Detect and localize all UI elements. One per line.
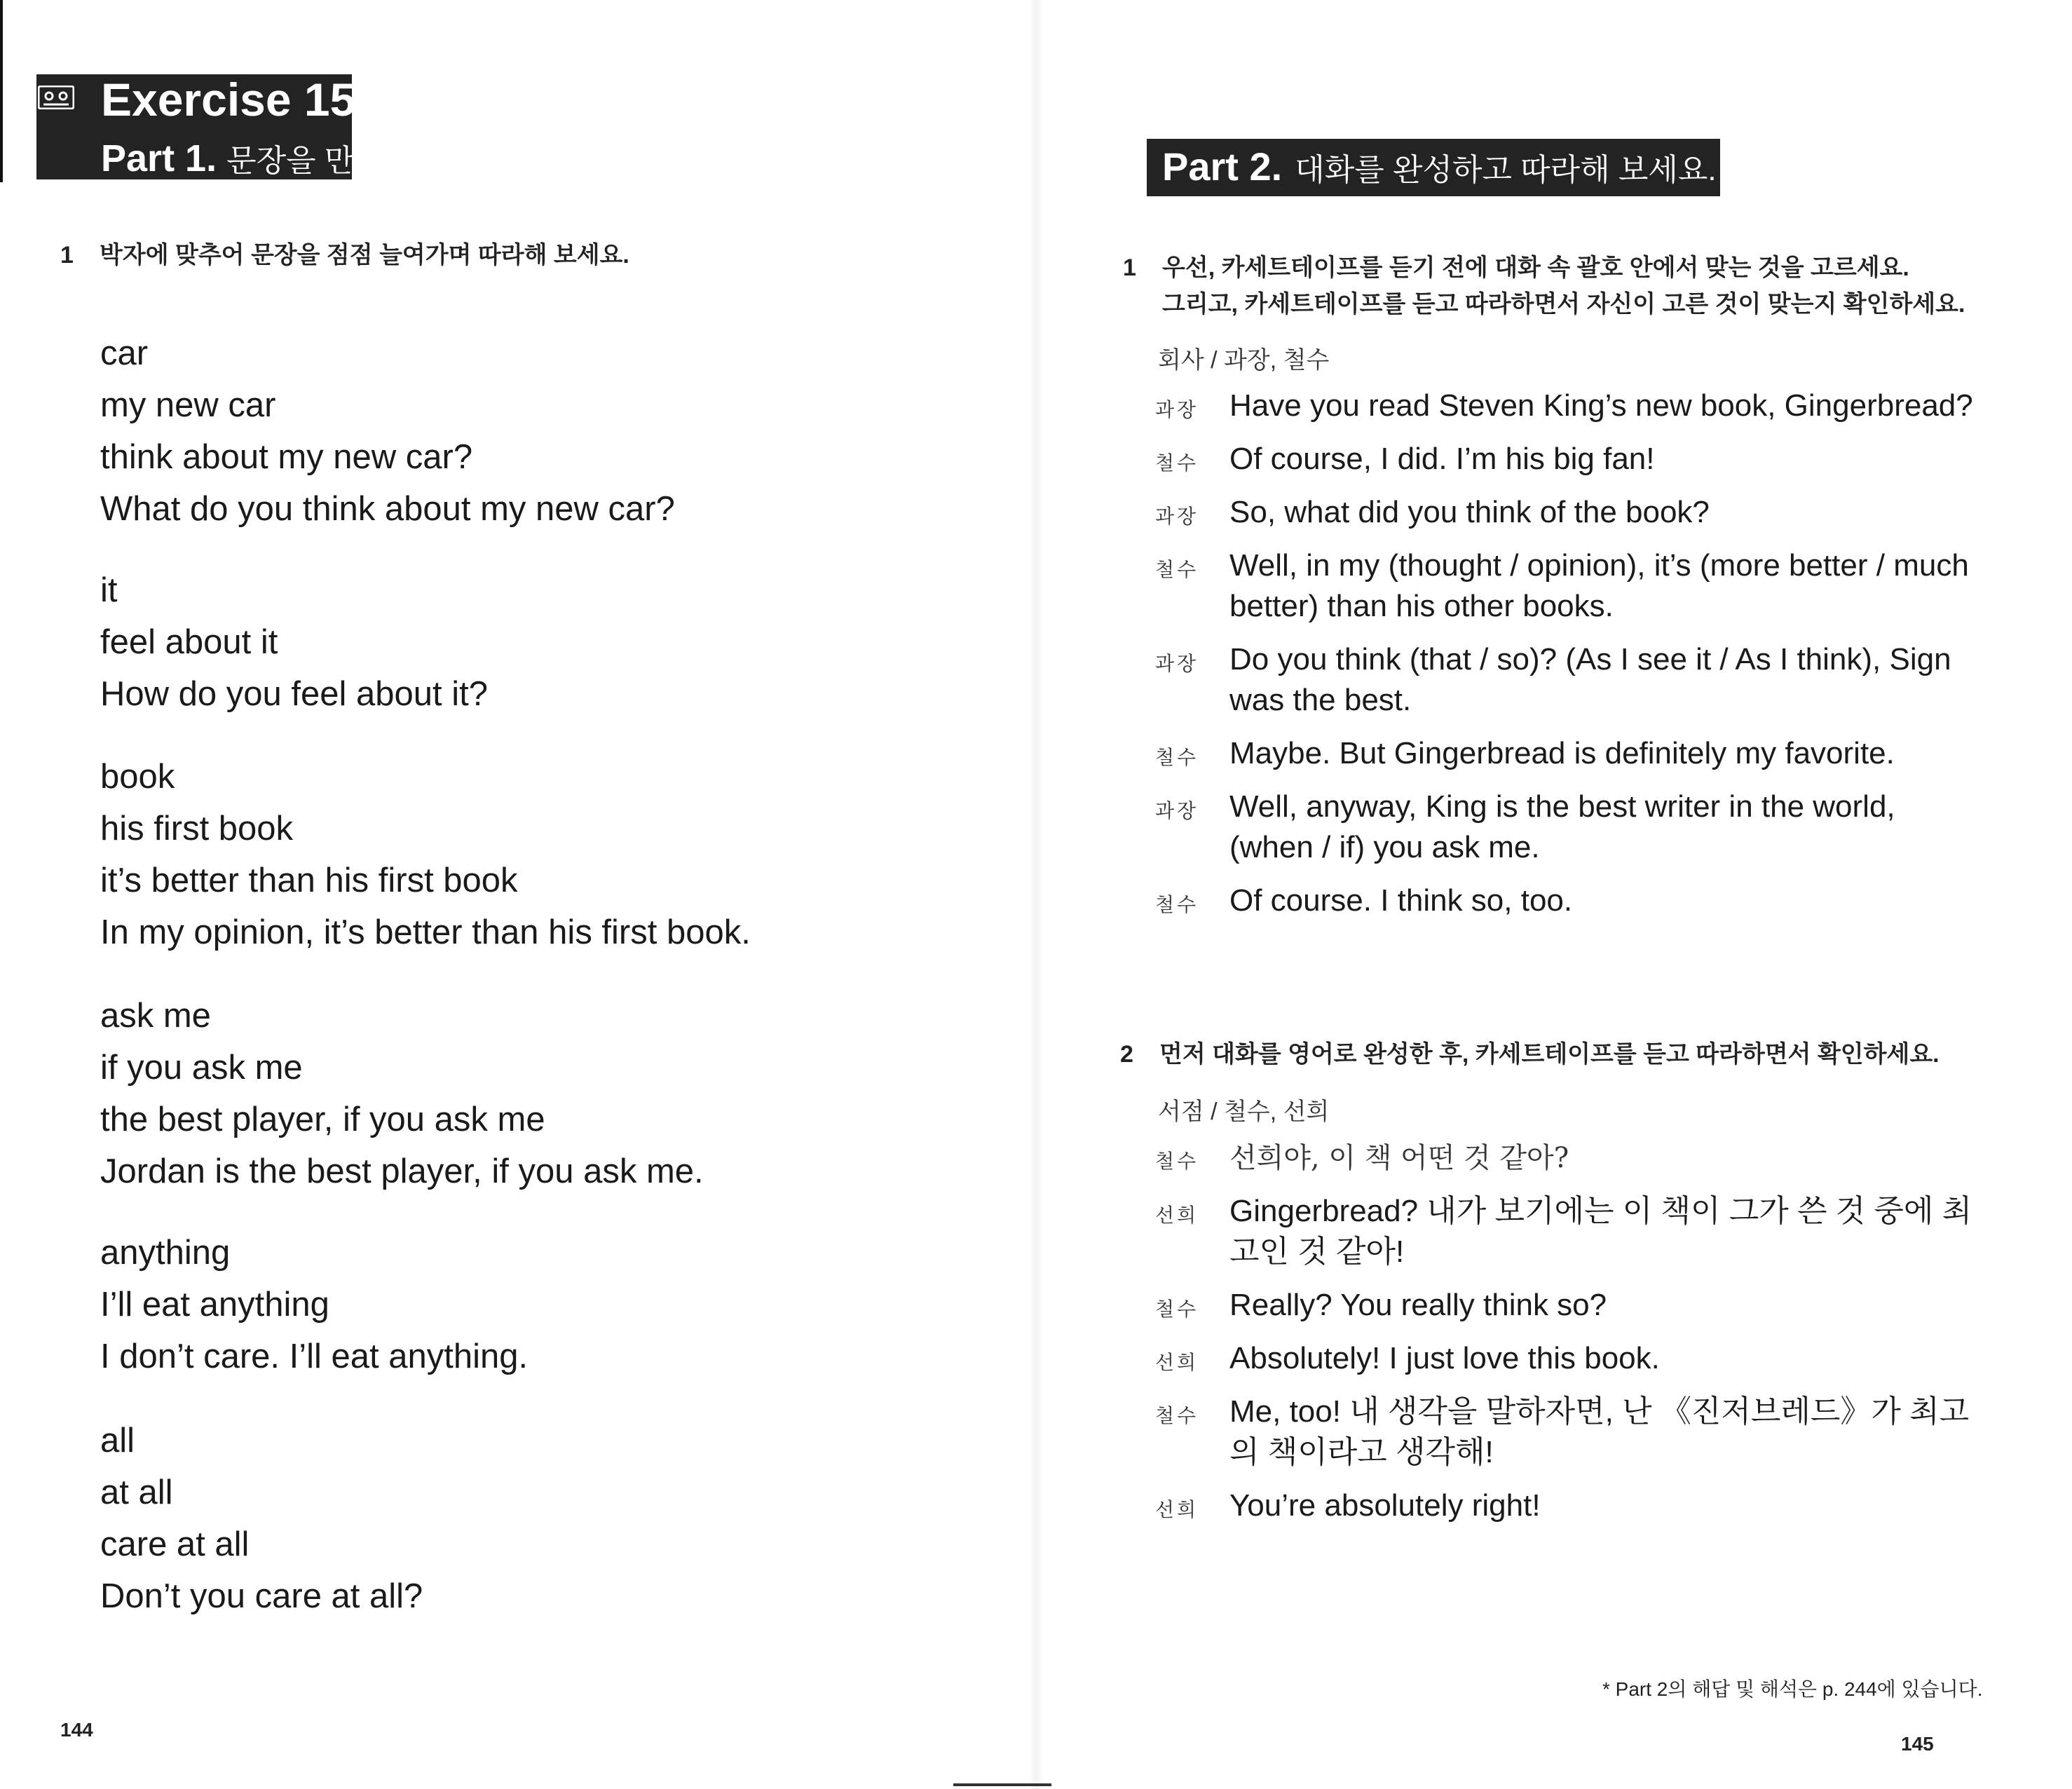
dialog-line <box>1155 492 1975 533</box>
part2-q1-dialog <box>1155 386 1975 934</box>
dialog-line <box>1155 439 1975 479</box>
speaker-label: 철수 <box>1155 747 1199 768</box>
part1-title <box>101 135 520 180</box>
dialog-line <box>1155 386 1975 426</box>
drill-line: think about my new car? <box>100 438 473 476</box>
part2-q2-scene: 서점 / 철수, 선희 <box>1158 1098 1330 1125</box>
dialog-text: Of course, I did. I’m his big fan! <box>1229 442 1655 476</box>
drill-line: if you ask me <box>100 1049 303 1087</box>
speaker-label: 과장 <box>1155 653 1199 674</box>
speaker-label: 철수 <box>1155 1405 1199 1427</box>
drill-line: book <box>100 758 175 796</box>
drill-line: I’ll eat anything <box>100 1286 329 1324</box>
dialog-text: Well, anyway, King is the best writer in the world, (when / if) you ask me. <box>1229 789 1895 864</box>
drill-line: What do you think about my new car? <box>100 490 675 528</box>
dialog-line <box>1155 639 1975 721</box>
part2-q1-instruction-line2: 그리고, 카세트테이프를 듣고 따라하면서 자신이 고른 것이 맞는지 확인하세요. <box>1162 291 1965 318</box>
part2-label: Part 2. <box>1162 144 1283 189</box>
dialog-line <box>1155 1392 1975 1473</box>
dialog-text: Maybe. But Gingerbread is definitely my favorite. <box>1229 736 1895 770</box>
page-edge-line <box>0 0 3 182</box>
drill-group-5 <box>100 1227 528 1382</box>
dialog-text: So, what did you think of the book? <box>1229 495 1710 529</box>
speaker-label: 철수 <box>1155 559 1199 580</box>
instruction-text: 우선, 카세트테이프를 듣기 전에 대화 속 괄호 안에서 맞는 것을 고르세요. <box>1162 254 1909 281</box>
part1-subtitle: 문장을 만들어 보세요. <box>226 144 521 178</box>
instruction-number: 1 <box>60 242 74 268</box>
dialog-text: Really? You really think so? <box>1229 1288 1607 1322</box>
dialog-line <box>1155 1285 1975 1326</box>
dialog-text: Gingerbread? 내가 보기에는 이 책이 그가 쓴 것 중에 최고인 것 같아! <box>1229 1194 1972 1269</box>
part2-title <box>1162 144 1717 189</box>
drill-line: all <box>100 1422 135 1460</box>
drill-group-4 <box>100 990 704 1197</box>
dialog-line <box>1155 1137 1975 1178</box>
speaker-label: 과장 <box>1155 399 1199 421</box>
dialog-line <box>1155 1485 1975 1526</box>
drill-line: the best player, if you ask me <box>100 1101 545 1138</box>
drill-line: How do you feel about it? <box>100 675 488 713</box>
speaker-label: 과장 <box>1155 505 1199 527</box>
drill-line: car <box>100 334 149 372</box>
drill-line: care at all <box>100 1525 250 1563</box>
speaker-label: 선희 <box>1155 1352 1199 1373</box>
exercise-title: Exercise 15 <box>101 74 356 125</box>
page-number-left: 144 <box>60 1719 93 1741</box>
drill-line: it <box>100 571 118 609</box>
part2-subtitle: 대화를 완성하고 따라해 보세요. <box>1295 153 1717 187</box>
binding-shadow <box>1029 0 1043 1789</box>
page-number-right: 145 <box>1901 1733 1934 1755</box>
part2-q1-instruction-line1 <box>1123 248 1909 283</box>
drill-line: ask me <box>100 997 211 1035</box>
speaker-label: 선희 <box>1155 1499 1199 1521</box>
drill-line: I don’t care. I’ll eat anything. <box>100 1338 529 1375</box>
speaker-label: 과장 <box>1155 800 1199 822</box>
part2-q2-instruction <box>1120 1035 1940 1069</box>
speaker-label: 철수 <box>1155 894 1199 916</box>
footnote: * Part 2의 해답 및 해석은 p. 244에 있습니다. <box>1602 1678 1983 1700</box>
drill-group-6 <box>100 1415 423 1622</box>
dialog-line <box>1155 1338 1975 1379</box>
drill-line: it’s better than his first book <box>100 862 518 899</box>
spine-mark <box>953 1783 1051 1786</box>
dialog-line <box>1155 1191 1975 1272</box>
drill-line: feel about it <box>100 623 278 661</box>
speaker-label: 철수 <box>1155 1298 1199 1320</box>
instruction-number: 2 <box>1120 1041 1133 1068</box>
dialog-line <box>1155 787 1975 868</box>
drill-group-2 <box>100 564 488 720</box>
dialog-text: Do you think (that / so)? (As I see it / As I think), Sign was the best. <box>1229 642 1951 717</box>
dialog-text: 선희야, 이 책 어떤 것 같아? <box>1229 1142 1569 1174</box>
instruction-number: 1 <box>1123 254 1136 281</box>
instruction-text: 먼저 대화를 영어로 완성한 후, 카세트테이프를 듣고 따라하면서 확인하세요. <box>1159 1041 1940 1068</box>
dialog-line <box>1155 733 1975 774</box>
drill-line: Don’t you care at all? <box>100 1577 423 1615</box>
dialog-text: Absolutely! I just love this book. <box>1229 1341 1660 1375</box>
dialog-text: Of course. I think so, too. <box>1229 883 1573 918</box>
instruction-text: 박자에 맞추어 문장을 점점 늘여가며 따라해 보세요. <box>100 242 629 268</box>
drill-line: my new car <box>100 386 276 424</box>
part2-q1-scene: 회사 / 과장, 철수 <box>1158 347 1330 374</box>
drill-line: Jordan is the best player, if you ask me. <box>100 1152 704 1190</box>
speaker-label: 철수 <box>1155 452 1199 474</box>
drill-line: his first book <box>100 810 294 848</box>
dialog-text: You’re absolutely right! <box>1229 1488 1541 1523</box>
part1-label: Part 1. <box>101 137 217 179</box>
dialog-text: Me, too! 내 생각을 말하자면, 난 《진저브레드》가 최고의 책이라고 생각해! <box>1229 1394 1970 1469</box>
dialog-line <box>1155 880 1975 921</box>
drill-line: at all <box>100 1474 173 1511</box>
part1-instruction <box>60 236 629 270</box>
drill-line: In my opinion, it’s better than his first book. <box>100 913 751 951</box>
part2-q2-dialog <box>1155 1137 1975 1539</box>
speaker-label: 선희 <box>1155 1204 1199 1226</box>
drill-group-3 <box>100 751 751 958</box>
dialog-line <box>1155 545 1975 627</box>
drill-group-1 <box>100 327 675 535</box>
dialog-text: Have you read Steven King’s new book, Gingerbread? <box>1229 388 1973 423</box>
speaker-label: 철수 <box>1155 1150 1199 1172</box>
cassette-tape-icon <box>38 86 74 109</box>
drill-line: anything <box>100 1234 231 1272</box>
dialog-text: Well, in my (thought / opinion), it’s (more better / much better) than his other books. <box>1229 548 1969 623</box>
